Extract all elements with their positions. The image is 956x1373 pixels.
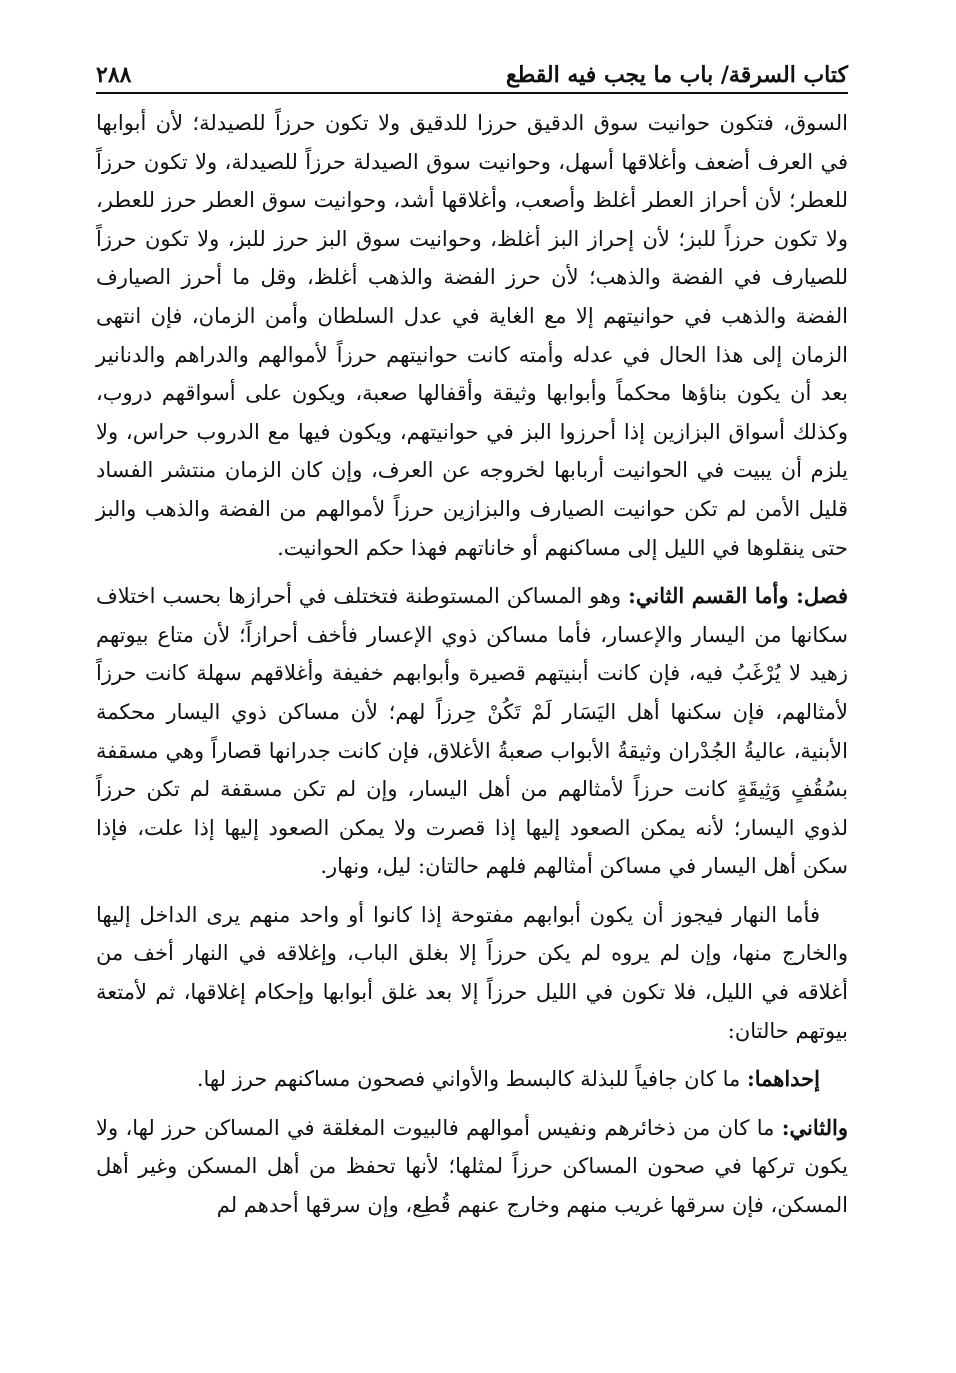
paragraph-text: وهو المساكن المستوطنة فتختلف في أحرازها بحسب اختلاف سكانها من اليسار والإعسار، فأما مساكن ذوي الإعسار فأخف أحرازاً؛ لأن متاع بيوتهم زهيد لا يُرْغَبُ فيه، فإن كانت أبنيتهم قصيرة وأبوابهم خفيفة وأغلاقهم سهلة كانت حرزاً لأمثالهم، فإن سكنها أهل اليَسَار لَمْ تَكُنْ حِرزاً لهم؛ لأن مساكن ذوي اليسار محكمة الأبنية، عاليةُ الجُدْران وثيقةُ الأبواب صعبةُ الأغلاق، فإن كانت جدرانها قصاراً وهي مسقفة بسُقُفٍ وَثِيقَةٍ كانت حرزاً لأمثالهم من أهل اليسار، وإن لم تكن مسقفة لم تكن حرزاً لذوي اليسار؛ لأنه يمكن الصعود إليها إذا قصرت ولا يمكن الصعود إليها إذا علت، فإذا سكن أهل اليسار في مساكن أمثالهم فلهم حالتان: ليل، ونهار. — [96, 584, 848, 879]
page-number: ٢٨٨ — [96, 62, 132, 88]
case-heading-first: إحداهما: — [746, 1066, 820, 1092]
paragraph-second-case — [96, 1109, 848, 1225]
paragraph-markets — [96, 104, 848, 567]
section-heading: فصل: وأما القسم الثاني: — [628, 583, 848, 609]
case-heading-second: والثاني: — [781, 1114, 848, 1140]
paragraph-text: السوق، فتكون حوانيت سوق الدقيق حرزا للدقيق ولا تكون حرزاً للصيدلة؛ لأن أبوابها في العرف أضعف وأغلاقها أسهل، وحوانيت سوق الصيدلة حرزاً للصيدلة، ولا تكون حرزاً للعطر؛ لأن أحراز العطر أغلظ وأصعب، وأغلاقها أشد، وحوانيت سوق العطر حرز للعطر، ولا تكون حرزاً للبز؛ لأن إحراز البز أغلظ، وحوانيت سوق البز حرز للبز، ولا تكون حرزاً للصيارف في الفضة والذهب؛ لأن حرز الفضة والذهب أغلظ، وقل ما أحرز الصيارف الفضة والذهب في حوانيتهم إلا مع الغاية في عدل السلطان وأمن الزمان، فإن انتهى الزمان إلى هذا الحال في عدله وأمته كانت حوانيتهم حرزاً لأموالهم والدراهم والدنانير بعد أن يكون بناؤها محكماً وأبوابها وثيقة وأقفالها صعبة، ويكون على أسواقهم دروب، وكذلك أسواق البزازين إذا أحرزوا البز في حوانيتهم، ويكون فيها مع الدروب حراس، ولا يلزم أن يبيت في الحوانيت أربابها لخروجه عن العرف، وإن كان الزمان منتشر الفساد قليل الأمن لم تكن حوانيت الصيارف والبزازين حرزاً لأموالهم من الفضة والذهب والبز حتى ينقلوها في الليل إلى مساكنهم أو خاناتهم فهذا حكم الحوانيت. — [96, 111, 849, 560]
running-header — [96, 62, 848, 94]
paragraph-text: ما كان من ذخائرهم ونفيس أموالهم فالبيوت المغلقة في المساكن حرز لها، ولا يكون تركها في صحون المساكن حرزاً لمثلها؛ لأنها تحفظ من أهل المسكن وغير أهل المسكن، فإن سرقها غريب منهم وخارج عنهم قُطِع، وإن سرقها أحدهم لم — [96, 1115, 848, 1218]
chapter-title: كتاب السرقة/ باب ما يجب فيه القطع — [505, 62, 848, 88]
paragraph-daytime — [96, 896, 848, 1050]
paragraph-text: ما كان جافياً للبذلة كالبسط والأواني فصحون مساكنهم حرز لها. — [196, 1067, 741, 1092]
paragraph-text: فأما النهار فيجوز أن يكون أبوابهم مفتوحة إذا كانوا أو واحد منهم يرى الداخل إليها والخارج منها، وإن لم يروه لم يكن حرزاً إلا بغلق الباب، وإغلاقه في النهار أخف من أغلاقه في الليل، فلا تكون في الليل حرزاً إلا بعد غلق أبوابها وإحكام إغلاقها، ثم لأمتعة بيوتهم حالتان: — [96, 902, 848, 1043]
paragraph-section-two — [96, 577, 848, 886]
paragraph-first-case — [96, 1060, 848, 1099]
